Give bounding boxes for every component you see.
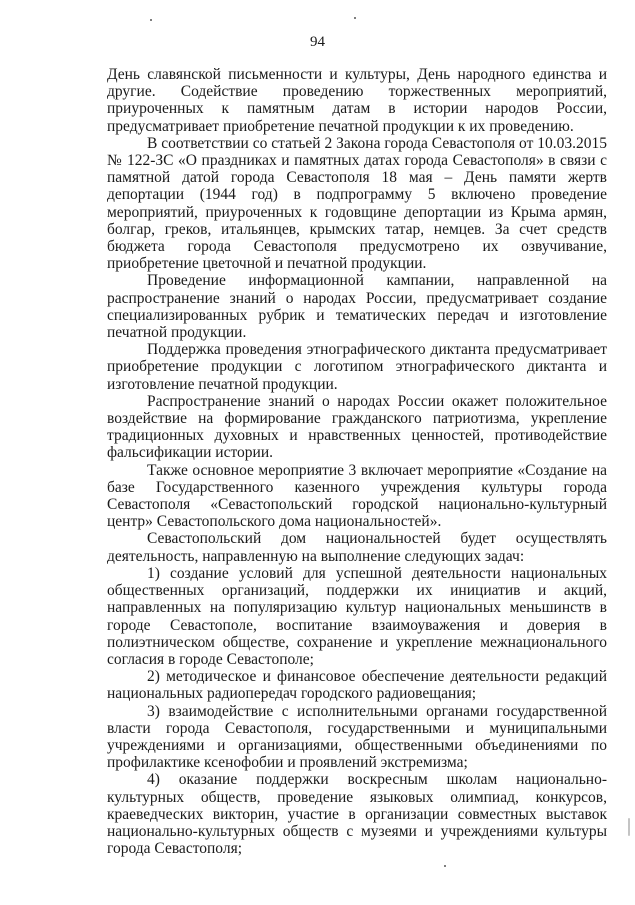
list-item-task-1: 1) создание условий для успешной деятельности национальных общественных организаций, поддержки их инициатив и акций, направленных на популяризацию культур национальных меньшинств в городе Севастополе, воспитание взаимоуважения и доверия в полиэтническом обществе, сохранение и укрепление межнационального согласия в городе Севастополе; xyxy=(107,564,607,668)
paragraph-knowledge-dissemination: Распространение знаний о народах России окажет положительное воздействие на формирование гражданского патриотизма, укрепление традиционных духовных и нравственных ценностей, противодействие фальсификации истории. xyxy=(107,392,607,462)
page-number: 94 xyxy=(310,34,325,50)
paragraph-deportation-memorial: В соответствии со статьей 2 Закона города Севастополя от 10.03.2015 № 122-ЗС «О праздниках и памятных датах города Севастополя» в связи с памятной датой города Севастополя 18 мая – День памяти жертв депортации (1944 год) в подпрограмму 5 включено проведение мероприятий, приуроченных к годовщине депортации из Крыма армян, болгар, греков, итальянцев, крымских татар, немцев. За счет средств бюджета города Севастополя предусмотрено их озвучивание, приобретение цветочной и печатной продукции. xyxy=(107,134,607,273)
paragraph-holidays-continuation: День славянской письменности и культуры, День народного единства и другие. Содействие проведению торжественных мероприятий, приуроченных к памятным датам в истории народов России, предусматривает приобретение печатной продукции к их проведению. xyxy=(107,66,607,135)
list-item-task-2: 2) методическое и финансовое обеспечение деятельности редакций национальных радиопередач городского радиовещания; xyxy=(107,668,607,703)
scan-speck xyxy=(444,865,446,867)
list-item-task-4: 4) оказание поддержки воскресным школам национально-культурных обществ, проведение языковых олимпиад, конкурсов, краеведческих викторин, участие в организации совместных выставок национально-культурных обществ с музеями и учреждениями культуры города Севастополя; xyxy=(107,771,607,858)
paragraph-house-of-nationalities: Севастопольский дом национальностей будет осуществлять деятельность, направленную на выполнение следующих задач: xyxy=(107,530,607,565)
paragraph-main-event-3: Также основное мероприятие 3 включает мероприятие «Создание на базе Государственного казенного учреждения культуры города Севастополя «Севастопольский городской национально-культурный центр» Севастопольского дома национальностей». xyxy=(107,461,607,531)
paragraph-ethnographic-dictation: Поддержка проведения этнографического диктанта предусматривает приобретение продукции с логотипом этнографического диктанта и изготовление печатной продукции. xyxy=(107,341,607,393)
paragraph-information-campaign: Проведение информационной кампании, направленной на распространение знаний о народах России, предусматривает создание специализированных рубрик и тематических передач и изготовление печатной продукции. xyxy=(107,272,607,342)
document-body xyxy=(107,66,607,857)
scan-speck xyxy=(354,17,356,19)
scan-speck xyxy=(150,19,152,21)
scan-speck xyxy=(628,818,630,836)
list-item-task-3: 3) взаимодействие с исполнительными органами государственной власти города Севастополя, государственными и муниципальными учреждениями и организациями, общественными объединениями по профилактике ксенофобии и проявлений экстремизма; xyxy=(107,702,607,772)
